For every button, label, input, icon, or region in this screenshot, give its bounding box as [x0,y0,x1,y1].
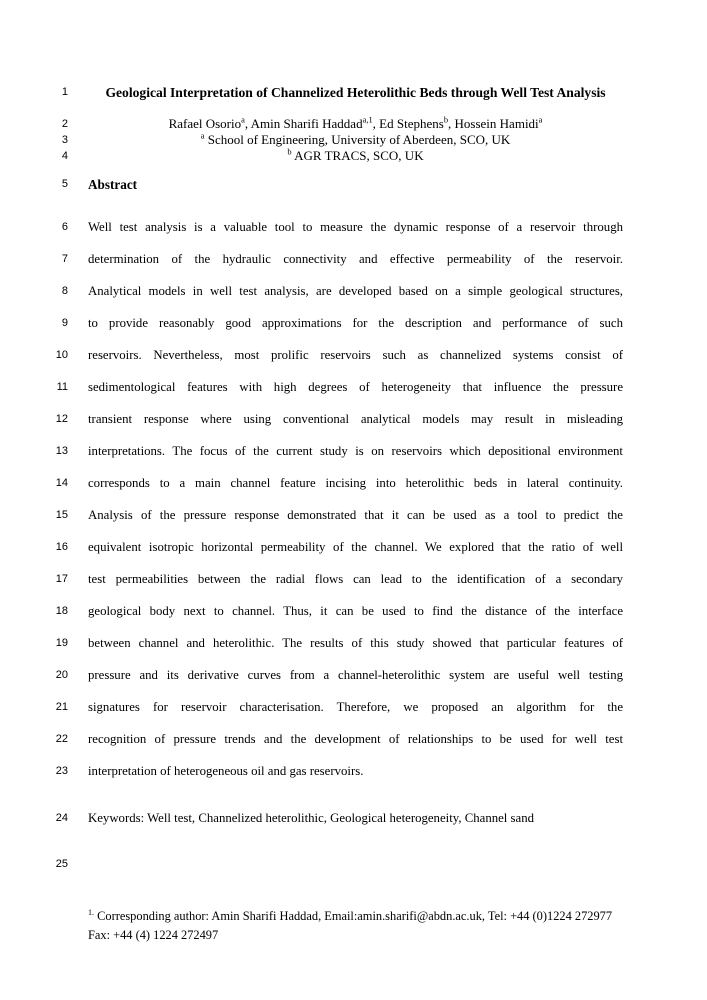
line-number: 7 [61,253,68,265]
abstract-line-row [0,499,707,531]
affiliation-a [88,132,623,148]
line-number: 9 [61,317,68,329]
abstract-line: transient response where using conventional analytical models may result in misleading [88,412,623,426]
author-name: , Amin Sharifi Haddad [244,116,363,131]
keywords-line: Keywords: Well test, Channelized heterolithic, Geological heterogeneity, Channel sand [88,811,535,825]
line-number: 6 [61,221,68,233]
affiliation-a-row [0,132,707,148]
abstract-line: recognition of pressure trends and the development of relationships to be used for well test [88,732,623,746]
line-number: 17 [55,573,68,585]
line-number: 21 [55,701,68,713]
line-number: 25 [55,858,68,870]
line-number: 19 [55,637,68,649]
abstract-line-row [0,595,707,627]
line-number: 11 [56,381,68,393]
abstract-line: interpretations. The focus of the current study is on reservoirs which depositional environment [88,444,623,458]
abstract-line: pressure and its derivative curves from a channel-heterolithic system are useful well testing [88,668,623,682]
abstract-line-row [0,403,707,435]
line-number: 3 [61,134,68,146]
abstract-line-row [0,755,707,787]
paper-title: Geological Interpretation of Channelized Heterolithic Beds through Well Test Analysis [105,85,606,100]
keywords-row [0,802,707,834]
line-number: 22 [55,733,68,745]
abstract-line: determination of the hydraulic connectivity and effective permeability of the reservoir. [88,252,623,266]
abstract-line: reservoirs. Nevertheless, most prolific reservoirs such as channelized systems consist of [88,348,623,362]
abstract-line: interpretation of heterogeneous oil and gas reservoirs. [88,764,364,778]
author-affiliation-mark: a [241,114,245,125]
affiliation-b-row [0,148,707,164]
author-list [88,116,623,132]
line-number: 12 [55,413,68,425]
author-affiliation-mark: a,1 [362,114,373,125]
line-number: 13 [55,445,68,457]
abstract-line-row [0,435,707,467]
abstract-line-row [0,275,707,307]
line-number: 1 [61,86,68,98]
abstract-line: sedimentological features with high degrees of heterogeneity that influence the pressure [88,380,623,394]
line-number: 15 [55,509,68,521]
line-number: 16 [55,541,68,553]
abstract-line: Well test analysis is a valuable tool to measure the dynamic response of a reservoir through [88,220,623,234]
author-name: Rafael Osorio [168,116,242,131]
abstract-line: geological body next to channel. Thus, it can be used to find the distance of the interface [88,604,623,618]
affiliation-mark: b [287,146,292,157]
affiliation-mark: a [200,130,205,141]
line-number: 4 [61,150,68,162]
abstract-line: Analysis of the pressure response demonstrated that it can be used as a tool to predict the [88,508,623,522]
abstract-line-row [0,339,707,371]
abstract-line: test permeabilities between the radial flows can lead to the identification of a secondary [88,572,623,586]
author-name: , Ed Stephens [372,116,444,131]
line-number: 8 [61,285,68,297]
line-number: 5 [61,178,68,190]
abstract-line: corresponds to a main channel feature incising into heterolithic beds in lateral continuity. [88,476,623,490]
abstract-line: Analytical models in well test analysis, are developed based on a simple geological structures, [88,284,623,298]
author-name: , Hossein Hamidi [448,116,539,131]
abstract-line-row [0,659,707,691]
authors-row [0,116,707,132]
line-number: 14 [55,477,68,489]
abstract-line-row [0,531,707,563]
abstract-line: between channel and heterolithic. The results of this study showed that particular features of [88,636,623,650]
footnote-mark: 1. [88,907,95,917]
author-affiliation-mark: a [538,114,543,125]
abstract-line-row [0,467,707,499]
abstract-line-row [0,627,707,659]
abstract-line-row [0,371,707,403]
line-number: 2 [61,118,68,130]
abstract-line-row [0,307,707,339]
abstract-line-row [0,563,707,595]
affiliation-text: AGR TRACS, SCO, UK [291,148,424,163]
abstract-line: equivalent isotropic horizontal permeability of the channel. We explored that the ratio of well [88,540,623,554]
line-number: 18 [55,605,68,617]
abstract-line-row [0,211,707,243]
title-row [0,84,707,101]
abstract-line-row [0,691,707,723]
affiliation-text: School of Engineering, University of Aberdeen, SCO, UK [204,132,511,147]
footnote [88,907,628,945]
abstract-line-row [0,723,707,755]
abstract-heading-row [0,176,707,193]
abstract-heading: Abstract [88,177,138,192]
author-affiliation-mark: b [443,114,449,125]
empty-line-row [0,848,707,880]
abstract-line-row [0,243,707,275]
line-number: 24 [55,812,68,824]
abstract-line: to provide reasonably good approximations for the description and performance of such [88,316,623,330]
line-number: 23 [55,765,68,777]
line-number: 10 [55,349,68,361]
abstract-line: signatures for reservoir characterisation. Therefore, we proposed an algorithm for the [88,700,623,714]
affiliation-b [88,148,623,164]
line-number: 20 [55,669,68,681]
footnote-text: Corresponding author: Amin Sharifi Haddad, Email:amin.sharifi@abdn.ac.uk, Tel: +44 (0)1224 272977 Fax: +44 (4) 1224 272497 [88,909,613,942]
